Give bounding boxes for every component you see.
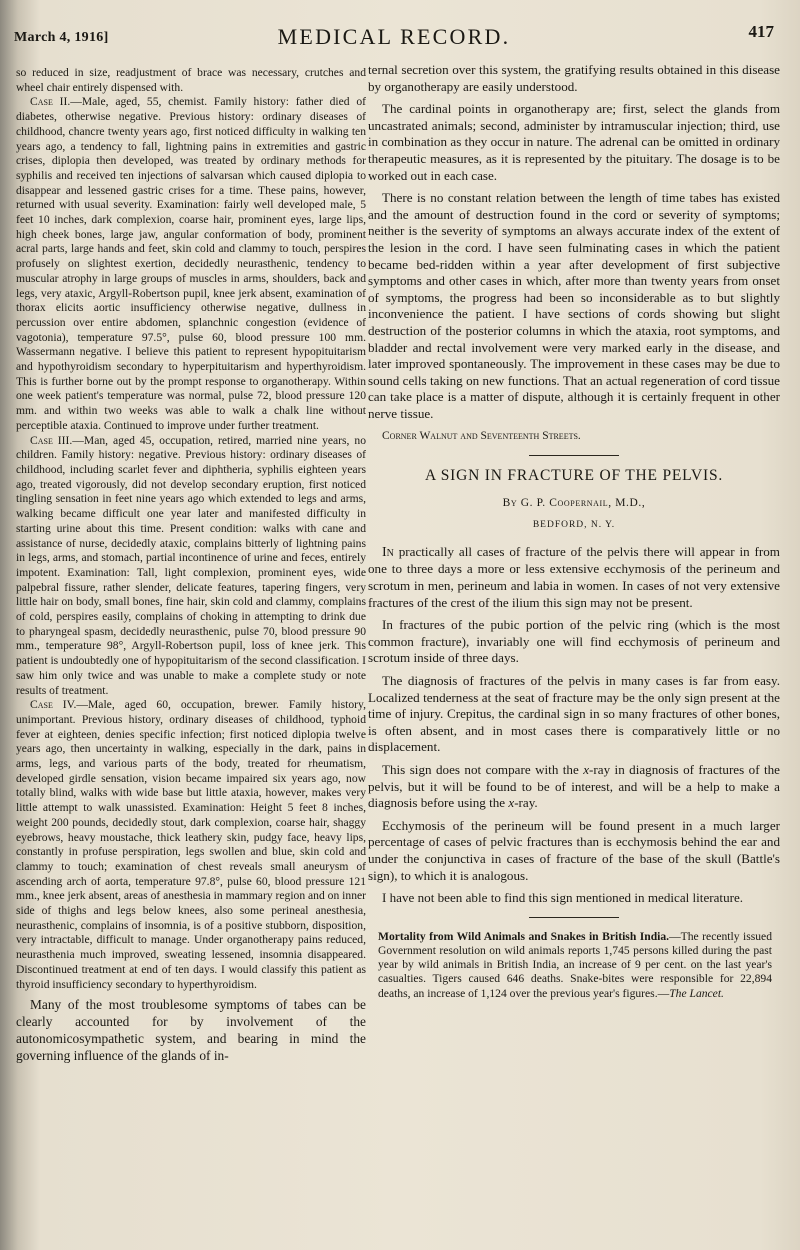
tabes-lesion-paragraph: There is no constant relation between the length of time tabes has existed and the amount of destruction found in the cord or severity of symptoms; neither is the severity of symptoms an always accurate index of the extent of the lesion in the cord. I have seen fulminating cases in which the patient became bed-ridden within a year after development of first subjective symptoms and other cases in which, after more than twenty years from onset of symptoms, the progress had been so inconsiderable as to but slightly inconvenience the patient. I have sections of cords showing but slight destruction of the posterior columns in which the ataxia, root symptoms, and bladder and rectal involvement were very marked early in the disease, and later improved spontaneously. The improvement in these cases may be due to sound cells taking on new functions. That an actual regeneration of cord tissue can take place is a matter of dispute, although it is certainly frequent in other nerve tissue. — [368, 190, 780, 421]
article-paragraph-4-b: -ray in diagnosis of fractures of the pelvis, but it will be found to be of interest, and will be a help to make a diagnosis before using the — [368, 761, 780, 811]
case-2 — [16, 95, 366, 433]
article-paragraph-2: In fractures of the pubic portion of the pelvic ring (which is the most common fracture), invariably one will find ecchymosis of perineum and scrotum inside of three days. — [368, 617, 780, 666]
page-number: 417 — [748, 22, 774, 41]
case-3 — [16, 434, 366, 699]
organotherapy-paragraph: The cardinal points in organotherapy are; first, select the glands from uncastrated animals; second, administer by intramuscular injection; third, use in combination as they occur in nature. The adrenal can be omitted in ordinary therapeutic measures, as it is represented by the pituitary. The dosage is to be worked out in each case. — [368, 101, 780, 183]
article-title: A SIGN IN FRACTURE OF THE PELVIS. — [424, 467, 724, 485]
case-2-text: —Male, aged, 55, chemist. Family history: father died of diabetes, otherwise negative. Previous history: ordinary diseases of childhood, chancre twenty years ago, first noticed difficulty in walking ten years ago, a tendency to fall, lightning pains in extremities and gastric crises, diplopia then developed, was treated by ordinary methods for syphilis and received ten injections of salvarsan which caused diplopia to disappear and lessened gastric crises for a time. These pains, however, returned with usual severity. Examination: fairly well developed male, 5 feet 10 inches, dark complexion, coarse hair, prominent eyes, large lips, high cheek bones, large jaw, angular conformation of body, prominent acral parts, large hands and feet, skin cold and clammy to touch, perspires profusely on slightest exertion, decidedly neurasthenic, tendency to muscular atrophy in large groups of muscles in arms, shoulders, back and legs, very ataxic, Argyll-Robertson pupil, knee jerk absent, examination of thorax elicits aortic insufficiency otherwise negative, dullness in percussion over entire abdomen, splanchnic congestion (evidence of vagotonia), temperature 97.5°, pulse 60, blood pressure 100 mm. Wassermann negative. I believe this patient to represent hypopituitarism and hypothyroidism secondary to hyperpituitarism and hyperthyroidism. This is further borne out by the prompt response to organotherapy. Within one week patient's temperature was normal, pulse 72, blood pressure 120 mm. and within two weeks was able to walk a chalk line without perceptible ataxia. Continued to improve under further treatment. — [16, 95, 366, 432]
case-3-text: —Man, aged 45, occupation, retired, married nine years, no children. Family history: negative. Previous history: ordinary diseases of childhood, including scarlet fever and diphtheria, syphilis eighteen years ago, treated vigorously, did not develop secondary eruption, first noticed tingling sensation in feet nine years ago which extended to legs and arms, walking became difficult one year later and manifested difficulty in starting urine about this time. Present condition: walks with cane and assistance of nurse, decidedly ataxic, complains bitterly of lightning pains in legs, arms, and stomach, partial incontinence of urine and feces, entirely impotent. Examination: Tall, light complexion, prominent eyes, wide palpebral fissure, rather slender, delicate features, tapering fingers, very little hair on body, small bones, fine hair, skin cold and clammy, complains of cold, perspires easily, complains of choking in attempting to drink due to pharyngeal spasm, decidedly neurasthenic, pulse 70, blood pressure 90 mm., temperature 98°, Argyll-Robertson pupil, loss of knee jerk. This patient is undoubtedly one of hypopituitarism of the second classification. I saw him only twice and was unable to make a complete study or note results of treatment. — [16, 433, 366, 697]
article-place: BEDFORD, N. Y. — [532, 520, 616, 531]
article-paragraph-4 — [368, 762, 780, 812]
lead-in: In — [382, 544, 394, 560]
article-paragraph-6: I have not been able to find this sign mentioned in medical literature. — [382, 890, 744, 906]
case-4-text: —Male, aged 60, occupation, brewer. Family history, unimportant. Previous history, ordinary diseases of childhood, typhoid fever at eighteen, denies specific infection; first noticed diplopia twelve years ago, then uncertainty in walking, especially in the dark, pains in arms, legs, and various parts of the body, treated for rheumatism, developed girdle sensation, vision became impaired six years ago, now totally blind, walks with wide base but little ataxia, however, makes very little attempt to walk unassisted. Examination: Height 5 feet 8 inches, weight 200 pounds, decidedly stout, dark complexion, coarse hair, shaggy eyebrows, heavy moustache, thick leathery skin, pudgy face, heavy lips, constantly in profuse perspiration, legs swollen and blue, skin cold and clammy to touch; examination of chest reveals small aneurysm of ascending arch of aorta, temperature 97.8°, pulse 60, blood pressure 121 mm., knee jerk absent, areas of anesthesia in mammary region and on inner side of thighs and legs below knees, also some perineal anesthesia, neurasthenic, complains of insomnia, is of a positive stubborn, disposition, very intractable, difficult to manage. Under organotherapy pains reduced, neurasthenia much improved, sweating lessened, insomnia disappeared. Discontinued treatment at end of ten days. I would classify this patient as thyroid insufficiency secondary to hyperthyroidism. — [16, 698, 366, 991]
paragraph-continuation-right: ternal secretion over this system, the gratifying results obtained in this disease by organotherapy are easily understood. — [368, 62, 780, 94]
section-divider — [529, 455, 619, 456]
issue-date: March 4, 1916] — [14, 30, 109, 45]
note-title: Mortality from Wild Animals and Snakes in British India. — [378, 929, 670, 943]
tabes-paragraph: Many of the most troublesome symptoms of tabes can be clearly accounted for by involvement of the autonomicosympathetic system, and bearing in mind the governing influence of the glands of in- — [16, 997, 366, 1064]
case-3-label: Case III. — [30, 433, 73, 447]
journal-title: MEDICAL RECORD. — [277, 24, 511, 49]
paragraph-continuation: so reduced in size, readjustment of brace was necessary, crutches and wheel chair entirely dispensed with. — [16, 66, 366, 94]
page-header — [14, 20, 774, 54]
article-paragraph-1-text: practically all cases of fracture of the pelvis there will appear in from one to three days a more or less extensive ecchymosis of the perineum and scrotum in men, perineum and labia in women. In cases of not very extensive fractures of the crest of the ilium this sign may not be present. — [368, 543, 780, 610]
case-4 — [16, 698, 366, 992]
article-paragraph-4-c: -ray. — [514, 795, 538, 811]
note-source: The Lancet. — [669, 986, 724, 1000]
article-paragraph-5: Ecchymosis of the perineum will be found present in a much larger percentage of cases of pelvic fractures than is ecchymosis behind the ear and under the conjunctiva in cases of fracture of the base of the skull (Battle's sign), to which it is analogous. — [368, 817, 780, 883]
note-divider — [529, 917, 619, 918]
x-ray-x-1: x — [583, 761, 590, 777]
left-column — [16, 66, 366, 1064]
author-address: Corner Walnut and Seventeenth Streets. — [382, 430, 581, 443]
note-text: —The recently issued Government resolution on wild animals reports 1,745 persons killed during the past year by wild animals in British India, an increase of 9 per cent. on the last year's casualties. Tigers caused 646 deaths. Snake-bites were responsible for 22,894 deaths, an increase of 1,124 over the previous year's figures.— — [378, 929, 772, 1000]
article-paragraph-1 — [368, 544, 780, 611]
article-paragraph-4-a: This sign does not compare with the — [382, 761, 584, 777]
article-byline: By G. P. Coopernail, M.D., — [502, 496, 646, 509]
right-column — [368, 62, 780, 1001]
case-4-label: Case IV. — [30, 698, 77, 712]
x-ray-x-2: x — [508, 795, 515, 811]
article-paragraph-3: The diagnosis of fractures of the pelvis in many cases is far from easy. Localized tenderness at the seat of fracture may be the only sign present at the time of injury. Crepitus, the cardinal sign in so many fractures of other bones, is often absent, and in most cases there is comparatively little or no displacement. — [368, 673, 780, 755]
case-2-label: Case II. — [30, 95, 71, 109]
news-note — [368, 930, 780, 1001]
